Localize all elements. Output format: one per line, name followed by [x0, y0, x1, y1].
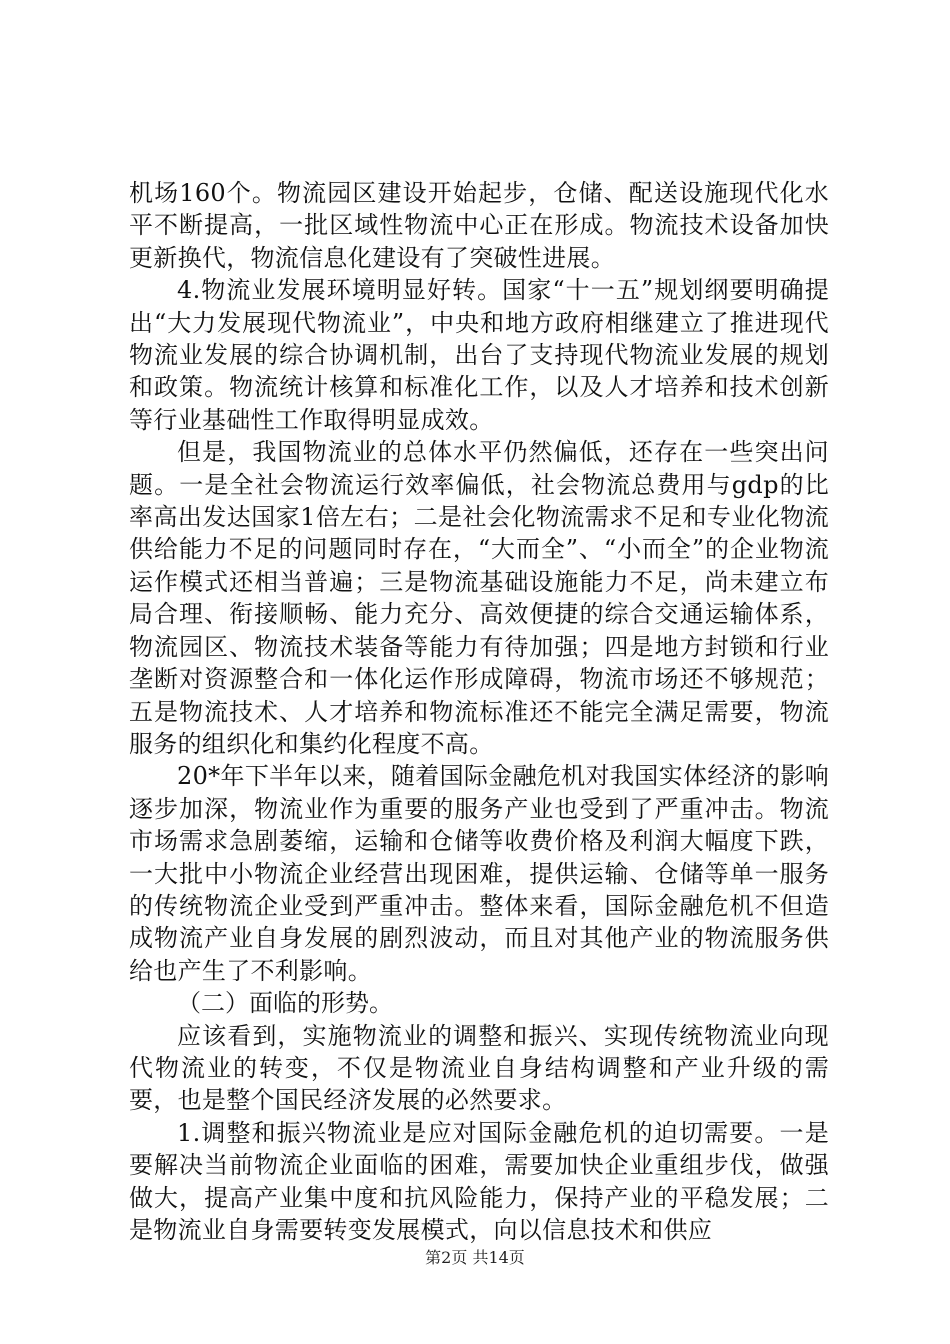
page-footer: 第2页 共14页	[425, 1248, 525, 1267]
section-heading: （二）面临的形势。	[177, 989, 393, 1018]
document-body	[129, 177, 829, 1246]
paragraph-1: 机场160个。物流园区建设开始起步，仓储、配送设施现代化水平不断提高，一批区域性物流中心正在形成。物流技术设备加快更新换代，物流信息化建设有了突破性进展。	[129, 179, 829, 272]
paragraph-3: 但是，我国物流业的总体水平仍然偏低，还存在一些突出问题。一是全社会物流运行效率偏低，社会物流总费用与gdp的比率高出发达国家1倍左右；二是社会化物流需求不足和专业化物流供给能力不足的问题同时存在，“大而全”、“小而全”的企业物流运作模式还相当普遍；三是物流基础设施能力不足，尚未建立布局合理、衔接顺畅、能力充分、高效便捷的综合交通运输体系，物流园区、物流技术装备等能力有待加强；四是地方封锁和行业垄断对资源整合和一体化运作形成障碍，物流市场还不够规范；五是物流技术、人才培养和物流标准还不能完全满足需要，物流服务的组织化和集约化程度不高。	[129, 438, 829, 758]
paragraph-5: 应该看到，实施物流业的调整和振兴、实现传统物流业向现代物流业的转变，不仅是物流业自身结构调整和产业升级的需要，也是整个国民经济发展的必然要求。	[129, 1021, 829, 1115]
paragraph-2: 4.物流业发展环境明显好转。国家“十一五”规划纲要明确提出“大力发展现代物流业”，中央和地方政府相继建立了推进现代物流业发展的综合协调机制，出台了支持现代物流业发展的规划和政策。物流统计核算和标准化工作，以及人才培养和技术创新等行业基础性工作取得明显成效。	[129, 276, 829, 434]
paragraph-4: 20*年下半年以来，随着国际金融危机对我国实体经济的影响逐步加深，物流业作为重要的服务产业也受到了严重冲击。物流市场需求急剧萎缩，运输和仓储等收费价格及利润大幅度下跌，一大批中小物流企业经营出现困难，提供运输、仓储等单一服务的传统物流企业受到严重冲击。整体来看，国际金融危机不但造成物流产业自身发展的剧烈波动，而且对其他产业的物流服务供给也产生了不利影响。	[129, 762, 829, 985]
paragraph-6: 1.调整和振兴物流业是应对国际金融危机的迫切需要。一是要解决当前物流企业面临的困难，需要加快企业重组步伐，做强做大，提高产业集中度和抗风险能力，保持产业的平稳发展；二是物流业自身需要转变发展模式，向以信息技术和供应	[129, 1118, 829, 1244]
